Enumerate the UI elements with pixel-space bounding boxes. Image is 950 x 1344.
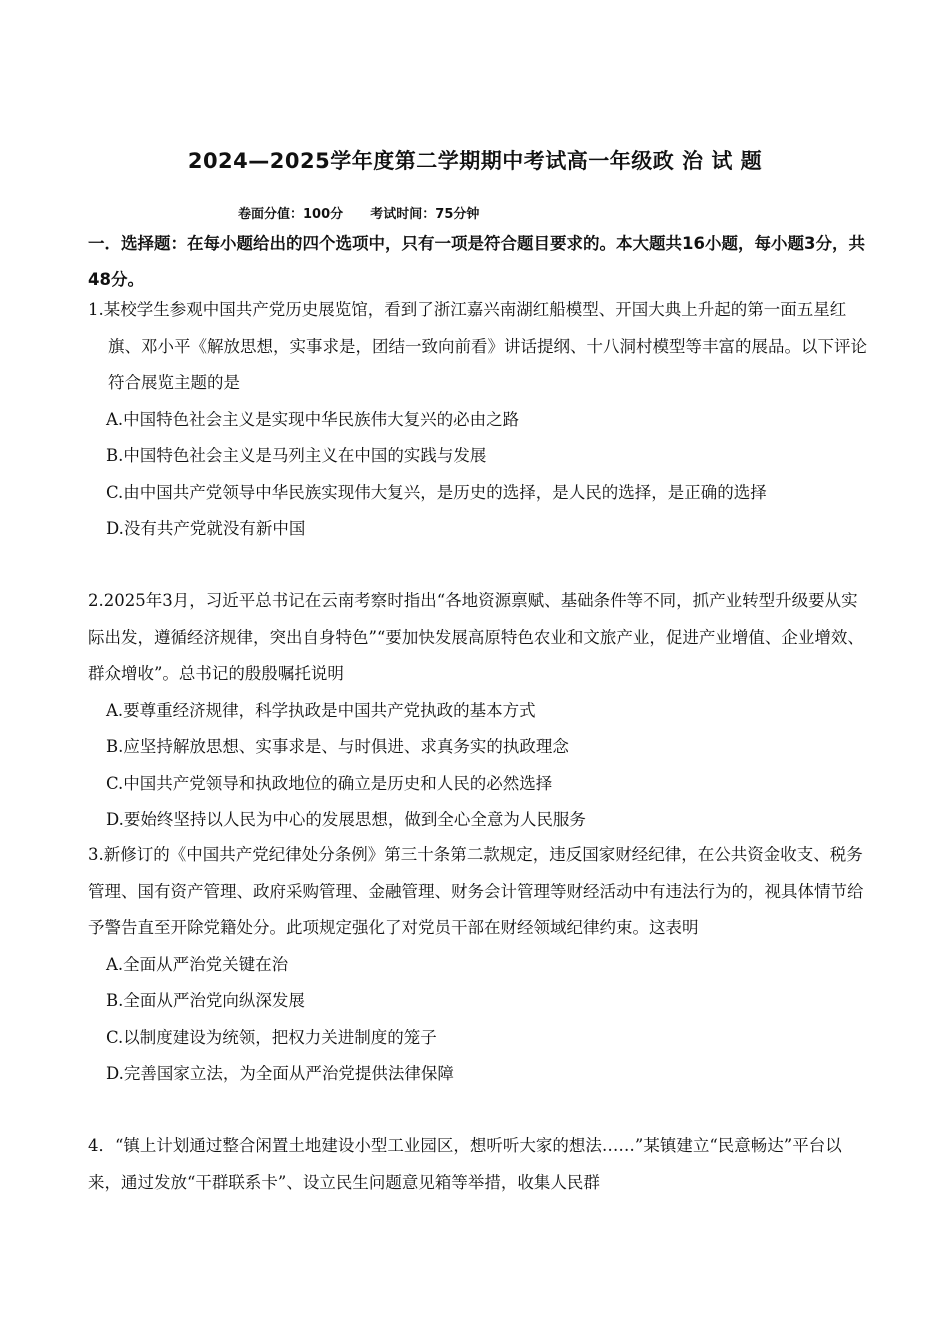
option-a: A.要尊重经济规律，科学执政是中国共产党执政的基本方式 bbox=[106, 700, 536, 720]
option-d: D.完善国家立法，为全面从严治党提供法律保障 bbox=[106, 1064, 454, 1083]
section-heading: 一．选择题：在每小题给出的四个选项中，只有一项是符合题目要求的。本大题共16小题，每小题3分，共48分。 bbox=[88, 234, 865, 289]
time-info: 考试时间：75分钟 bbox=[370, 207, 480, 222]
question-2 bbox=[88, 583, 868, 839]
question-stem: 4．“镇上计划通过整合闲置土地建设小型工业园区，想听听大家的想法……”某镇建立“民意畅达”平台以来，通过发放“干群联系卡”、设立民生问题意见箱等举措，收集人民群 bbox=[88, 1136, 842, 1192]
option-b: B.中国特色社会主义是马列主义在中国的实践与发展 bbox=[106, 446, 487, 465]
question-stem: 1.某校学生参观中国共产党历史展览馆，看到了浙江嘉兴南湖红船模型、开国大典上升起的第一面五星红旗、邓小平《解放思想，实事求是，团结一致向前看》讲话提纲、十八洞村模型等丰富的展品。以下评论符合展览主题的是 bbox=[88, 300, 867, 392]
question-1 bbox=[88, 292, 868, 548]
exam-meta bbox=[238, 203, 479, 222]
option-d: D.没有共产党就没有新中国 bbox=[106, 519, 306, 538]
option-d: D.要始终坚持以人民为中心的发展思想，做到全心全意为人民服务 bbox=[106, 810, 586, 829]
option-a: A.全面从严治党关键在治 bbox=[106, 954, 289, 974]
option-b: B.全面从严治党向纵深发展 bbox=[106, 991, 305, 1010]
score-info: 卷面分值：100分 bbox=[238, 207, 344, 222]
option-a: A.中国特色社会主义是实现中华民族伟大复兴的必由之路 bbox=[106, 409, 520, 429]
option-c: C.中国共产党领导和执政地位的确立是历史和人民的必然选择 bbox=[106, 773, 553, 793]
question-stem: 2.2025年3月，习近平总书记在云南考察时指出“各地资源禀赋、基础条件等不同，抓产业转型升级要从实际出发，遵循经济规律，突出自身特色”“要加快发展高原特色农业和文旅产业，促进产业增值、企业增效、群众增收”。总书记的殷殷嘱托说明 bbox=[88, 591, 864, 683]
option-b: B.应坚持解放思想、实事求是、与时俱进、求真务实的执政理念 bbox=[106, 737, 569, 756]
question-3 bbox=[88, 837, 868, 1093]
option-c: C.由中国共产党领导中华民族实现伟大复兴，是历史的选择，是人民的选择，是正确的选择 bbox=[106, 482, 767, 502]
question-4 bbox=[88, 1128, 868, 1201]
option-c: C.以制度建设为统领，把权力关进制度的笼子 bbox=[106, 1027, 437, 1047]
question-stem: 3.新修订的《中国共产党纪律处分条例》第三十条第二款规定，违反国家财经纪律，在公共资金收支、税务管理、国有资产管理、政府采购管理、金融管理、财务会计管理等财经活动中有违法行为的，视具体情节给予警告直至开除党籍处分。此项规定强化了对党员干部在财经领域纪律约束。这表明 bbox=[88, 845, 864, 937]
exam-title: 2024—2025学年度第二学期期中考试高一年级政 治 试 题 bbox=[187, 149, 763, 173]
